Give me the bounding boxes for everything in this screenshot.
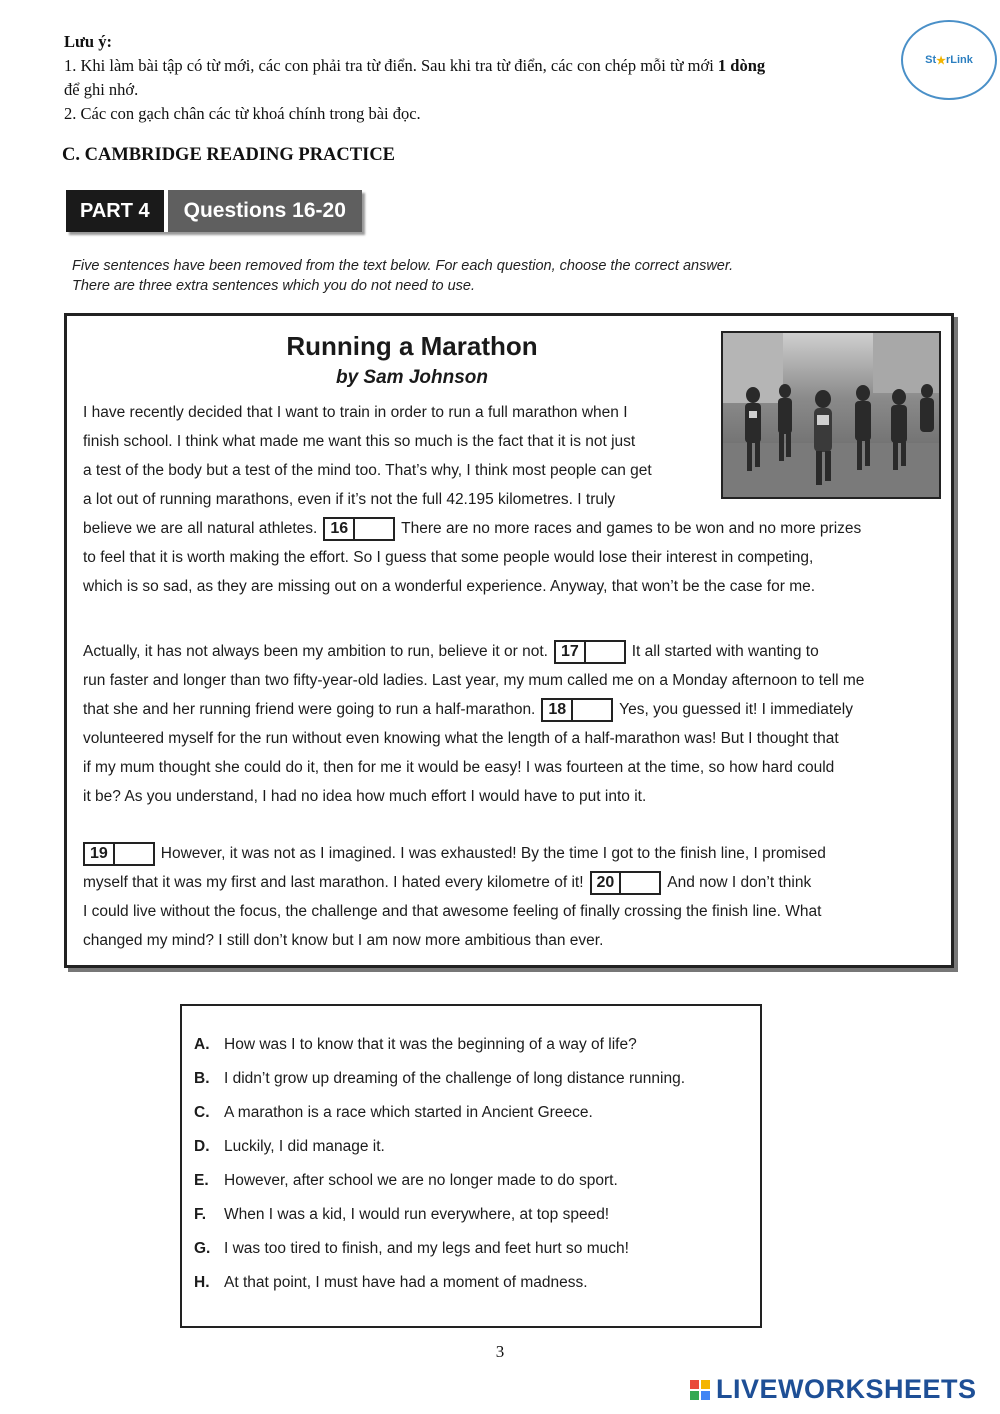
option-letter: D. bbox=[194, 1138, 210, 1155]
text-line bbox=[83, 514, 939, 543]
text-segment: However, it was not as I imagined. I was exhausted! By the time I got to the finish line, I promised bbox=[160, 845, 826, 862]
logo-text-1: St bbox=[925, 54, 937, 66]
text-segment: And now I don’t think bbox=[667, 874, 812, 891]
notes-line-2: 2. Các con gạch chân các từ khoá chính trong bài đọc. bbox=[64, 104, 421, 123]
notes-block bbox=[64, 30, 864, 126]
option-b bbox=[194, 1070, 685, 1088]
text-line bbox=[83, 868, 939, 897]
option-d bbox=[194, 1138, 385, 1156]
paragraph-2 bbox=[83, 637, 939, 811]
text-line: to feel that it is worth making the effort. So I guess that some people would lose their interest in competing, bbox=[83, 549, 814, 566]
text-segment: Actually, it has not always been my ambition to run, believe it or not. bbox=[83, 643, 548, 660]
option-letter: G. bbox=[194, 1240, 211, 1257]
option-letter: A. bbox=[194, 1036, 210, 1053]
gap-answer-field[interactable] bbox=[115, 844, 153, 864]
gap-number: 18 bbox=[543, 700, 573, 720]
text-line: run faster and longer than two fifty-year-old ladies. Last year, my mum called me on a Monday afternoon to tell me bbox=[83, 672, 865, 689]
answer-gap-20[interactable] bbox=[590, 871, 662, 895]
option-text: How was I to know that it was the beginning of a way of life? bbox=[224, 1036, 637, 1053]
option-letter: B. bbox=[194, 1070, 210, 1087]
option-letter: H. bbox=[194, 1274, 210, 1291]
text-segment: Yes, you guessed it! I immediately bbox=[619, 701, 853, 718]
gap-answer-field[interactable] bbox=[621, 873, 659, 893]
text-line: changed my mind? I still don’t know but I am now more ambitious than ever. bbox=[83, 932, 604, 949]
option-h bbox=[194, 1274, 588, 1292]
text-segment: myself that it was my first and last marathon. I hated every kilometre of it! bbox=[83, 874, 584, 891]
gap-number: 20 bbox=[592, 873, 622, 893]
option-e bbox=[194, 1172, 618, 1190]
option-a bbox=[194, 1036, 637, 1054]
gap-answer-field[interactable] bbox=[355, 519, 393, 539]
instruction-line-2: There are three extra sentences which you do not need to use. bbox=[72, 278, 476, 294]
option-text: I didn’t grow up dreaming of the challenge of long distance running. bbox=[224, 1070, 685, 1087]
option-text: At that point, I must have had a moment of madness. bbox=[224, 1274, 588, 1291]
liveworksheets-wordmark: LIVEWORKSHEETS bbox=[716, 1374, 977, 1404]
text-line: a lot out of running marathons, even if it’s not the full 42.195 kilometres. I truly bbox=[83, 491, 616, 508]
article-title: Running a Marathon bbox=[286, 331, 538, 361]
paragraph-1 bbox=[83, 398, 939, 601]
notes-title: Lưu ý: bbox=[64, 32, 112, 51]
notes-line-1b: để ghi nhớ. bbox=[64, 80, 139, 99]
option-text: However, after school we are no longer made to do sport. bbox=[224, 1172, 618, 1189]
logo-text-2: rLink bbox=[945, 54, 973, 66]
text-line: I have recently decided that I want to train in order to run a full marathon when I bbox=[83, 404, 628, 421]
option-text: Luckily, I did manage it. bbox=[224, 1138, 385, 1155]
notes-line-1-text: 1. Khi làm bài tập có từ mới, các con phải tra từ điển. Sau khi tra từ điển, các con chép mỗi từ mới bbox=[64, 56, 718, 75]
option-c bbox=[194, 1104, 593, 1122]
option-letter: E. bbox=[194, 1172, 209, 1189]
page-number: 3 bbox=[495, 1342, 505, 1361]
text-segment: There are no more races and games to be won and no more prizes bbox=[401, 520, 862, 537]
reading-text-box bbox=[64, 313, 954, 968]
options-box bbox=[180, 1004, 762, 1328]
answer-gap-18[interactable] bbox=[541, 698, 613, 722]
text-line: it be? As you understand, I had no idea how much effort I would have to put into it. bbox=[83, 788, 647, 805]
section-title: C. CAMBRIDGE READING PRACTICE bbox=[62, 145, 396, 165]
liveworksheets-logo bbox=[690, 1374, 977, 1405]
text-line: I could live without the focus, the challenge and that awesome feeling of finally crossing the finish line. What bbox=[83, 903, 822, 920]
text-line bbox=[83, 839, 939, 868]
paragraph-3 bbox=[83, 839, 939, 955]
starlink-logo bbox=[901, 20, 997, 100]
notes-line-1-bold: 1 dòng bbox=[717, 56, 766, 75]
article-byline: by Sam Johnson bbox=[335, 367, 489, 388]
gap-answer-field[interactable] bbox=[573, 700, 611, 720]
text-line: which is so sad, as they are missing out on a wonderful experience. Anyway, that won’t be the case for me. bbox=[83, 578, 816, 595]
gap-number: 19 bbox=[85, 844, 115, 864]
text-line: if my mum thought she could do it, then for me it would be easy! I was fourteen at the time, so how hard could bbox=[83, 759, 835, 776]
instructions bbox=[72, 256, 872, 296]
instruction-line-1: Five sentences have been removed from the text below. For each question, choose the correct answer. bbox=[72, 258, 734, 274]
notes-line-1 bbox=[64, 54, 864, 78]
liveworksheets-icon bbox=[690, 1380, 710, 1400]
option-letter: F. bbox=[194, 1206, 207, 1223]
answer-gap-17[interactable] bbox=[554, 640, 626, 664]
text-segment: It all started with wanting to bbox=[631, 643, 819, 660]
text-line bbox=[83, 695, 939, 724]
text-segment: believe we are all natural athletes. bbox=[83, 520, 318, 537]
text-line: volunteered myself for the run without even knowing what the length of a half-marathon was! But I thought that bbox=[83, 730, 839, 747]
option-text: I was too tired to finish, and my legs and feet hurt so much! bbox=[224, 1240, 629, 1257]
text-line: a test of the body but a test of the mind too. That’s why, I think most people can get bbox=[83, 462, 652, 479]
gap-answer-field[interactable] bbox=[586, 642, 624, 662]
text-line bbox=[83, 637, 939, 666]
gap-number: 17 bbox=[556, 642, 586, 662]
text-segment: that she and her running friend were going to run a half-marathon. bbox=[83, 701, 536, 718]
option-g bbox=[194, 1240, 629, 1258]
option-text: When I was a kid, I would run everywhere, at top speed! bbox=[224, 1206, 610, 1223]
option-f bbox=[194, 1206, 609, 1224]
option-text: A marathon is a race which started in Ancient Greece. bbox=[224, 1104, 593, 1121]
part-questions: Questions 16-20 bbox=[168, 190, 362, 232]
answer-gap-16[interactable] bbox=[323, 517, 395, 541]
text-line: finish school. I think what made me want this so much is the fact that it is not just bbox=[83, 433, 636, 450]
part-label: PART 4 bbox=[66, 190, 164, 232]
part-header bbox=[66, 190, 362, 232]
star-icon: ★ bbox=[936, 54, 946, 67]
gap-number: 16 bbox=[325, 519, 355, 539]
option-letter: C. bbox=[194, 1104, 210, 1121]
answer-gap-19[interactable] bbox=[83, 842, 155, 866]
